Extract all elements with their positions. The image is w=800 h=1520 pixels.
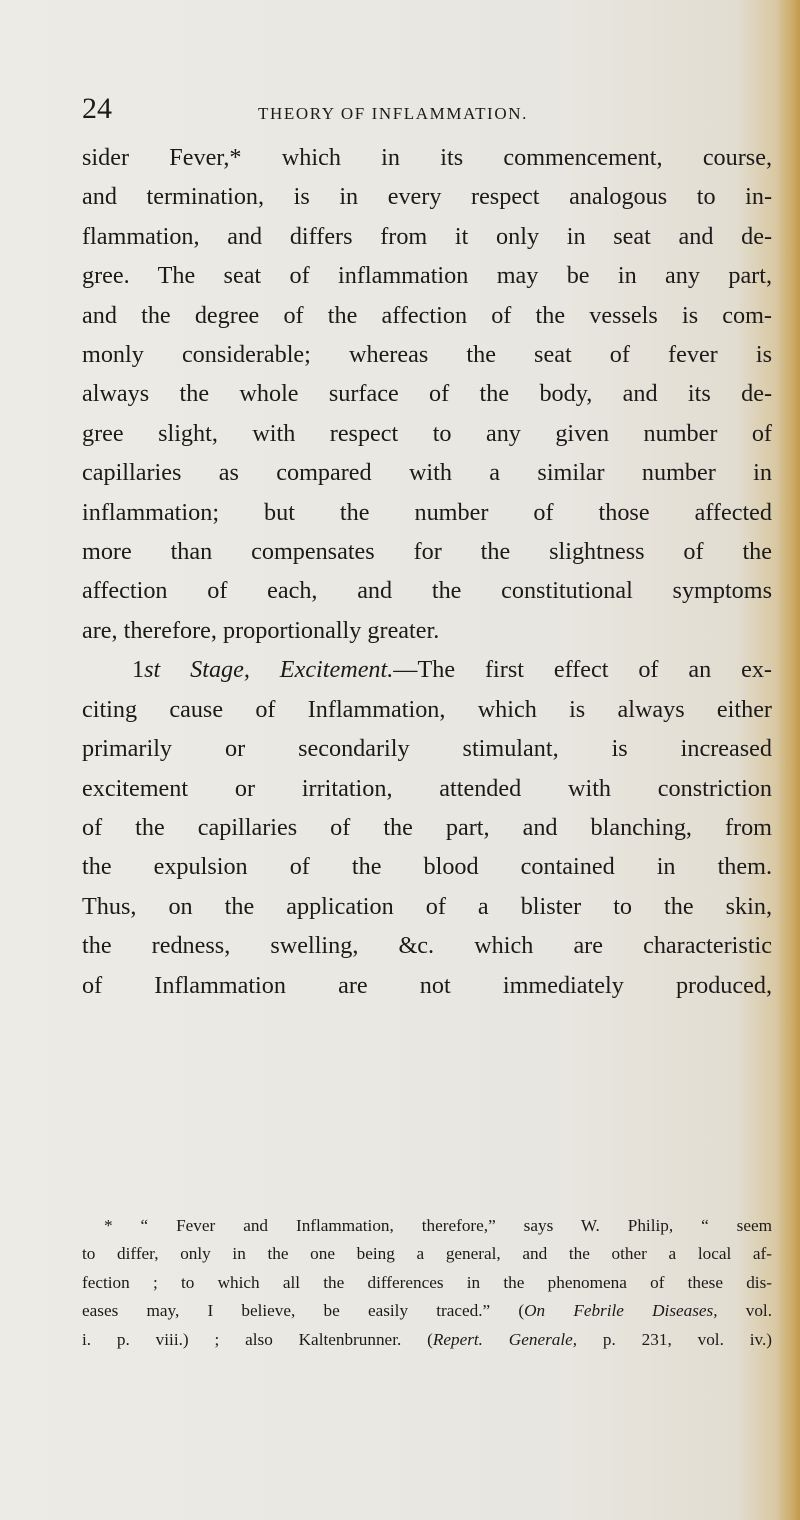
page-number: 24 xyxy=(82,92,112,125)
text-line: citing cause of Inflammation, which is always either xyxy=(82,695,772,723)
paragraph-1 xyxy=(82,138,772,650)
text-line: flammation, and differs from it only in seat and de- xyxy=(82,222,772,250)
paragraph-2-first-line xyxy=(82,650,772,689)
stage-number: 1 xyxy=(132,656,145,684)
paragraph-2 xyxy=(82,650,772,1005)
page-edge-shadow xyxy=(778,0,800,1520)
text-line: monly considerable; whereas the seat of fever is xyxy=(82,341,772,369)
footnote-text: p. 231, vol. iv.) xyxy=(577,1329,772,1349)
stage-number-suffix: st xyxy=(144,656,161,684)
footnote-text: i. p. viii.) ; also Kaltenbrunner. ( xyxy=(82,1329,433,1349)
text-line: affection of each, and the constitutional symptoms xyxy=(82,577,772,605)
footnote-text: eases may, I believe, be easily traced.” ( xyxy=(82,1301,525,1321)
text-line: and the degree of the affection of the vessels is com- xyxy=(82,301,772,329)
footnote-line: to differ, only in the one being a general, and the other a local af- xyxy=(82,1244,772,1264)
text-line: excitement or irritation, attended with constriction xyxy=(82,774,772,802)
text-line: gree. The seat of inflammation may be in any part, xyxy=(82,262,772,290)
text-line: the redness, swelling, &c. which are characteristic xyxy=(82,932,772,960)
text-line: the expulsion of the blood contained in them. xyxy=(82,853,772,881)
page-header xyxy=(82,92,722,132)
footnote-citation-title: On Febrile Diseases, xyxy=(524,1301,718,1321)
text-line: always the whole surface of the body, and its de- xyxy=(82,380,772,408)
text-line-rest: —The first effect of an ex- xyxy=(393,656,772,684)
footnote xyxy=(82,1212,772,1354)
text-line: gree slight, with respect to any given number of xyxy=(82,419,772,447)
footnote-text: vol. xyxy=(717,1301,773,1321)
text-line: of Inflammation are not immediately produced, xyxy=(82,971,772,999)
running-head: THEORY OF INFLAMMATION. xyxy=(258,104,528,123)
text-line: are, therefore, proportionally greater. xyxy=(82,616,440,644)
text-line: and termination, is in every respect analogous to in- xyxy=(82,183,772,211)
footnote-line: fection ; to which all the differences in the phenomena of these dis- xyxy=(82,1272,772,1292)
footnote-line: * “ Fever and Inflammation, therefore,” says W. Philip, “ seem xyxy=(104,1216,772,1235)
text-line: primarily or secondarily stimulant, is increased xyxy=(82,735,772,763)
footnote-citation-title: Repert. Generale, xyxy=(432,1329,578,1349)
text-line: inflammation; but the number of those affected xyxy=(82,498,772,526)
text-line: sider Fever,* which in its commencement, course, xyxy=(82,144,772,171)
text-line: capillaries as compared with a similar number in xyxy=(82,459,772,487)
body-text xyxy=(82,138,772,1005)
text-line: more than compensates for the slightness of the xyxy=(82,538,772,566)
footnote-line xyxy=(82,1297,772,1325)
text-line: Thus, on the application of a blister to the skin, xyxy=(82,892,772,920)
stage-heading: Stage, Excitement. xyxy=(160,656,394,684)
footnote-line xyxy=(82,1326,772,1354)
text-line: of the capillaries of the part, and blanching, from xyxy=(82,813,772,841)
